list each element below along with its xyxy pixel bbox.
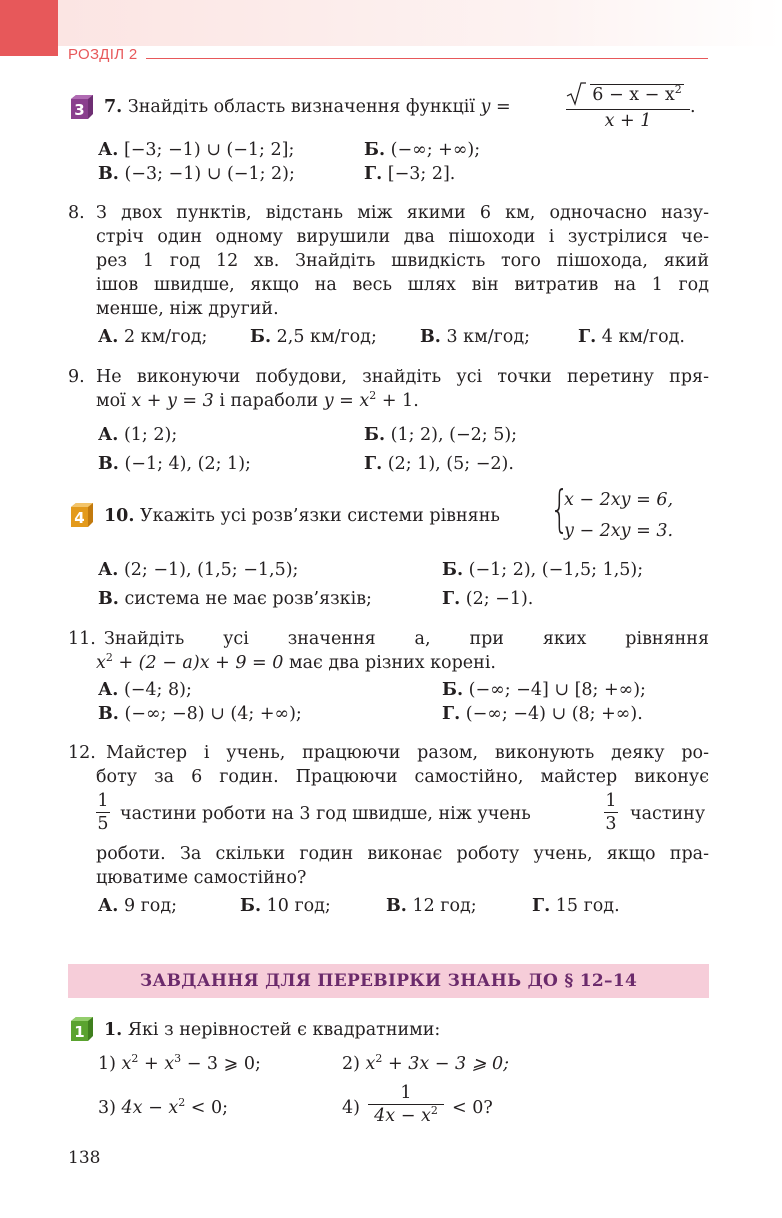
question-12-number: 12. <box>68 743 96 763</box>
question-7-fraction: $6 - x - x^2$ x + 1 <box>566 84 690 132</box>
question-11-number: 11. <box>68 629 96 649</box>
svg-text:1: 1 <box>74 1023 85 1041</box>
sqrt-icon <box>566 82 586 106</box>
k1-option-4-end: < 0? <box>452 1098 493 1118</box>
question-12-line: роботи. За скільки годин виконає роботу учень, якщо пра- <box>96 844 709 864</box>
q9-option-d: Г. (2; 1), (5; −2). <box>364 454 514 474</box>
q7-option-c: В. (−3; −1) ∪ (−1; 2); <box>98 164 295 184</box>
q12-option-d: Г. 15 год. <box>532 896 620 916</box>
q7-option-b: Б. (−∞; +∞); <box>364 140 481 160</box>
question-9-line: Не виконуючи побудови, знайдіть усі точки перетину пря- <box>96 367 709 387</box>
q9-option-a: А. (1; 2); <box>98 425 178 445</box>
question-8-number: 8. <box>68 203 85 223</box>
q8-option-d: Г. 4 км/год. <box>578 327 685 347</box>
q8-option-b: Б. 2,5 км/год; <box>250 327 377 347</box>
question-12-line: боту за 6 годин. Працюючи самостійно, майстер виконує <box>96 767 709 787</box>
header-band <box>0 0 782 46</box>
question-9-line: мої x + y = 3 і параболи $y = x^2 + 1$. <box>96 389 419 411</box>
q10-option-d: Г. (2; −1). <box>442 589 534 609</box>
knowledge-check-title: ЗАВДАННЯ ДЛЯ ПЕРЕВІРКИ ЗНАНЬ ДО § 12–14 <box>139 971 638 991</box>
question-12-line: частину <box>630 804 706 824</box>
q7-option-d: Г. [−3; 2]. <box>364 164 456 184</box>
q10-option-c: В. система не має розв’язків; <box>98 589 372 609</box>
level-3-badge-icon <box>68 94 94 120</box>
question-7-period: . <box>690 97 696 117</box>
system-brace: { <box>550 480 570 538</box>
system-equation-1: x − 2xy = 6, <box>564 490 674 510</box>
q7-option-a: А. [−3; −1) ∪ (−1; 2]; <box>98 140 295 160</box>
q10-option-a: А. (2; −1), (1,5; −1,5); <box>98 560 299 580</box>
question-8-line: стріч один одному вирушили два пішоходи і зустрілися че- <box>96 227 709 247</box>
question-8-line: рез 1 год 12 хв. Знайдіть швидкість того пішохода, який <box>96 251 709 271</box>
question-9-number: 9. <box>68 367 85 387</box>
svg-text:3: 3 <box>74 101 85 119</box>
question-11-line: $x^2 + (2 - a)x + 9 = 0$ має два різних корені. <box>96 651 496 673</box>
k1-option-4-fraction: 1 $4x - x^2$ <box>368 1082 444 1127</box>
knowledge-question-1-text: 1. Які з нерівностей є квадратними: <box>104 1020 441 1040</box>
system-equation-2: y − 2xy = 3. <box>564 521 674 541</box>
question-8-line: З двох пунктів, відстань між якими 6 км, одночасно назу- <box>96 203 709 223</box>
question-10-text: 10. Укажіть усі розв’язки системи рівнянь <box>104 506 500 526</box>
fraction-one-third: 1 3 <box>605 791 617 834</box>
question-8-line: менше, ніж другий. <box>96 299 279 319</box>
question-7-text: 7. Знайдіть область визначення функції y = <box>104 97 511 117</box>
question-12-line: частини роботи на 3 год швидше, ніж учень <box>120 804 531 824</box>
svg-text:4: 4 <box>74 509 85 527</box>
corner-tab <box>0 0 58 56</box>
question-11-line: Знайдіть усі значення a, при яких рівняння <box>104 629 709 649</box>
question-8-line: ішов швидше, якщо на весь шлях він витратив на 1 год <box>96 275 709 295</box>
q10-option-b: Б. (−1; 2), (−1,5; 1,5); <box>442 560 644 580</box>
q11-option-c: В. (−∞; −8) ∪ (4; +∞); <box>98 704 302 724</box>
k1-option-4-label: 4) <box>342 1098 360 1118</box>
level-1-badge-icon <box>68 1016 94 1042</box>
q12-option-c: В. 12 год; <box>386 896 477 916</box>
page-number: 138 <box>68 1148 101 1168</box>
k1-option-2: 2) $x^2 + 3x - 3$ ⩾ 0; <box>342 1052 509 1074</box>
q12-option-b: Б. 10 год; <box>240 896 331 916</box>
k1-option-3: 3) $4x - x^2 < 0$; <box>98 1096 229 1118</box>
level-4-badge-icon <box>68 502 94 528</box>
question-12-line: Майстер і учень, працюючи разом, виконують деяку ро- <box>106 743 709 763</box>
q9-option-c: В. (−1; 4), (2; 1); <box>98 454 251 474</box>
section-divider <box>146 58 708 59</box>
section-label: РОЗДІЛ 2 <box>68 46 138 63</box>
q11-option-d: Г. (−∞; −4) ∪ (8; +∞). <box>442 704 643 724</box>
fraction-one-fifth: 1 5 <box>97 791 109 834</box>
k1-option-1: 1) $x^2 + x^3 - 3$ ⩾ 0; <box>98 1052 261 1074</box>
q8-option-c: В. 3 км/год; <box>420 327 530 347</box>
q12-option-a: А. 9 год; <box>98 896 178 916</box>
q11-option-a: А. (−4; 8); <box>98 680 192 700</box>
q8-option-a: А. 2 км/год; <box>98 327 208 347</box>
q11-option-b: Б. (−∞; −4] ∪ [8; +∞); <box>442 680 646 700</box>
q9-option-b: Б. (1; 2), (−2; 5); <box>364 425 518 445</box>
question-12-line: цюватиме самостійно? <box>96 868 307 888</box>
